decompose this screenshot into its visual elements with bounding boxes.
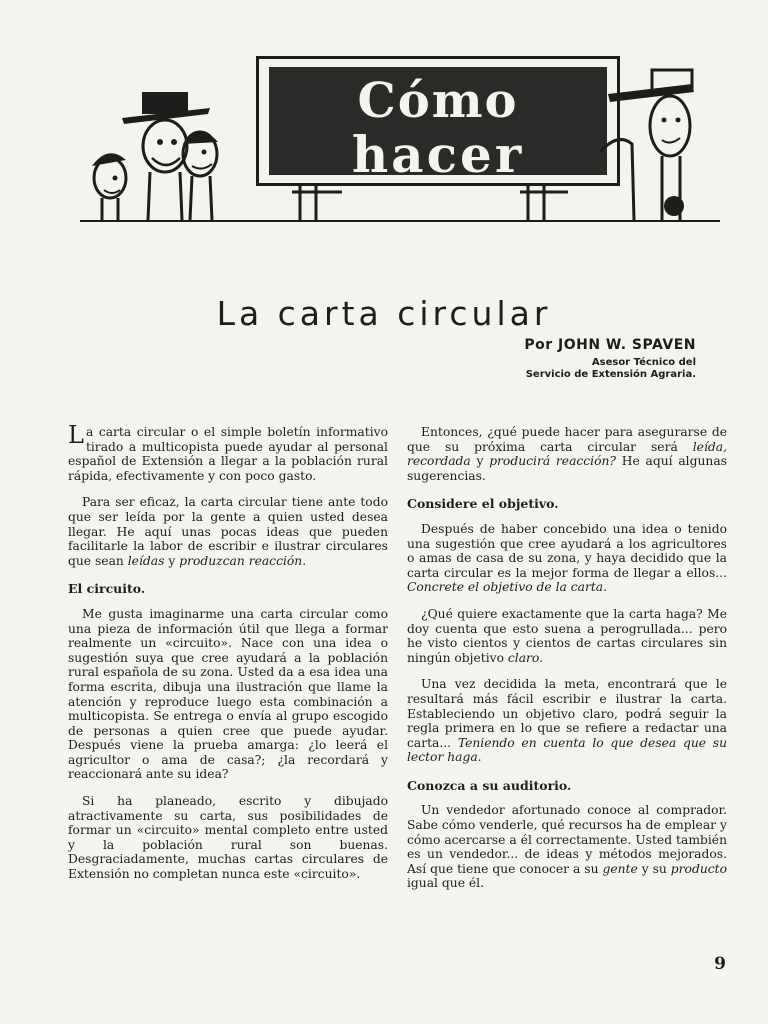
paragraph-text: y bbox=[168, 553, 176, 568]
author-name: Por JOHN W. SPAVEN bbox=[524, 337, 696, 353]
paragraph-text: Una vez decidida la meta, encontrará que le resultará más fácil escribir e ilustrar la carta. Estableciendo un objetivo claro, podrá seguir la regla primera en lo que se refiere a redactar una carta... bbox=[407, 677, 727, 750]
paragraph-text: Entonces, ¿qué puede hacer para asegurarse de que su próxima carta circular será bbox=[407, 425, 727, 454]
ground-line bbox=[80, 220, 720, 222]
paragraph-text: y bbox=[476, 454, 484, 469]
left-column bbox=[68, 421, 388, 894]
italic-text: producirá reacción? bbox=[489, 454, 617, 469]
paragraph bbox=[407, 677, 727, 765]
paragraph-text: ¿Qué quiere exactamente que la carta haga? Me doy cuenta que esto suena a perogrullada... pero he visto cientos y cientos de cartas circulares sin ningún objetivo bbox=[407, 606, 727, 665]
section-heading: Conozca a su auditorio. bbox=[407, 777, 572, 793]
author-role-line-1: Asesor Técnico del bbox=[591, 357, 696, 368]
italic-text: Teniendo en cuenta lo que desea que su lector haga. bbox=[407, 735, 727, 765]
italic-text: gente bbox=[602, 861, 638, 876]
sign-line-1: Cómo bbox=[357, 73, 519, 129]
paragraph bbox=[68, 421, 388, 483]
italic-text: Concrete el objetivo de la carta. bbox=[407, 580, 608, 595]
header-illustration bbox=[80, 48, 720, 228]
paragraph bbox=[407, 522, 727, 595]
page-number: 9 bbox=[714, 954, 726, 974]
paragraph bbox=[407, 607, 727, 665]
paragraph-text: He aquí algunas sugerencias. bbox=[407, 454, 727, 483]
right-column bbox=[407, 425, 727, 903]
cartoon-figure-right-illustration bbox=[600, 48, 720, 228]
italic-text: claro. bbox=[507, 650, 544, 665]
paragraph-text: Un vendedor afortunado conoce al comprador. Sabe cómo venderle, qué recursos ha de emplear y cómo acercarse a él correctamente. Usted también es un vendedor... de ideas y métodos mejorados. Así que tiene que conocer a su bbox=[407, 803, 727, 876]
italic-text: leídas bbox=[127, 553, 165, 568]
author-role bbox=[524, 357, 696, 381]
paragraph: Me gusta imaginarme una carta circular como una pieza de información útil que llega a formar realmente un «circuito». Nace con una idea o sugestión suya que cree ayudará a la población rural española de su zona. Usted da a esa idea una forma escrita, dibuja una ilustración que llame la atención y reproduce luego esta combinación a multicopista. Se entrega o envía al grupo escogido de personas a quien cree que puede ayudar. Después viene la prueba amarga: ¿lo leerá el agricultor o ama de casa?; ¿la recordará y reaccionará ante su idea? bbox=[68, 606, 388, 782]
paragraph bbox=[407, 425, 727, 483]
paragraph bbox=[407, 803, 727, 891]
paragraph: Para ser eficaz, la carta circular tiene ante todo que ser leída por la gente a quien usted desea llegar. He aquí unas pocas ideas que pueden facilitarle la labor de escribir e ilustrar circulares que sean leídas y produzcan reacción. bbox=[68, 495, 388, 568]
sign-line-2: hacer bbox=[351, 125, 525, 184]
italic-text: leída, recordada bbox=[407, 439, 727, 469]
paragraph-text: igual que él. bbox=[407, 876, 484, 891]
article-title: La carta circular bbox=[216, 294, 552, 334]
italic-text: producto bbox=[670, 861, 727, 876]
section-heading: Considere el objetivo. bbox=[407, 496, 559, 512]
byline bbox=[524, 337, 696, 381]
section-heading: El circuito. bbox=[68, 581, 146, 597]
paragraph: Si ha planeado, escrito y dibujado atractivamente su carta, sus posibilidades de formar un «circuito» mental completo entre usted y la población rural son buenas. Desgraciadamente, muchas cartas circulares de Extensión no completan nunca este «circuito». bbox=[68, 794, 388, 882]
paragraph-text: y su bbox=[641, 861, 667, 876]
drop-cap: L bbox=[68, 421, 84, 449]
paragraph-text: a carta circular o el simple boletín informativo tirado a multicopista puede ayudar al personal español de Extensión a llegar a la población rural rápida, efectivamente y con poco gasto. bbox=[68, 425, 388, 483]
italic-text: produzcan reacción bbox=[179, 553, 303, 568]
paragraph-text: Después de haber concebido una idea o tenido una sugestión que cree ayudará a los agricultores o amas de casa de su zona, y haya decidido que la carta circular es la mejor forma de llegar a ellos... bbox=[407, 521, 727, 580]
paragraph-text: Para ser eficaz, la carta circular tiene ante todo que ser leída por la gente a quien usted desea llegar. He aquí unas pocas ideas que pueden facilitarle la labor de escribir e ilustrar circulares que sean bbox=[68, 495, 388, 568]
author-role-line-2: Servicio de Extensión Agraria. bbox=[525, 369, 696, 380]
